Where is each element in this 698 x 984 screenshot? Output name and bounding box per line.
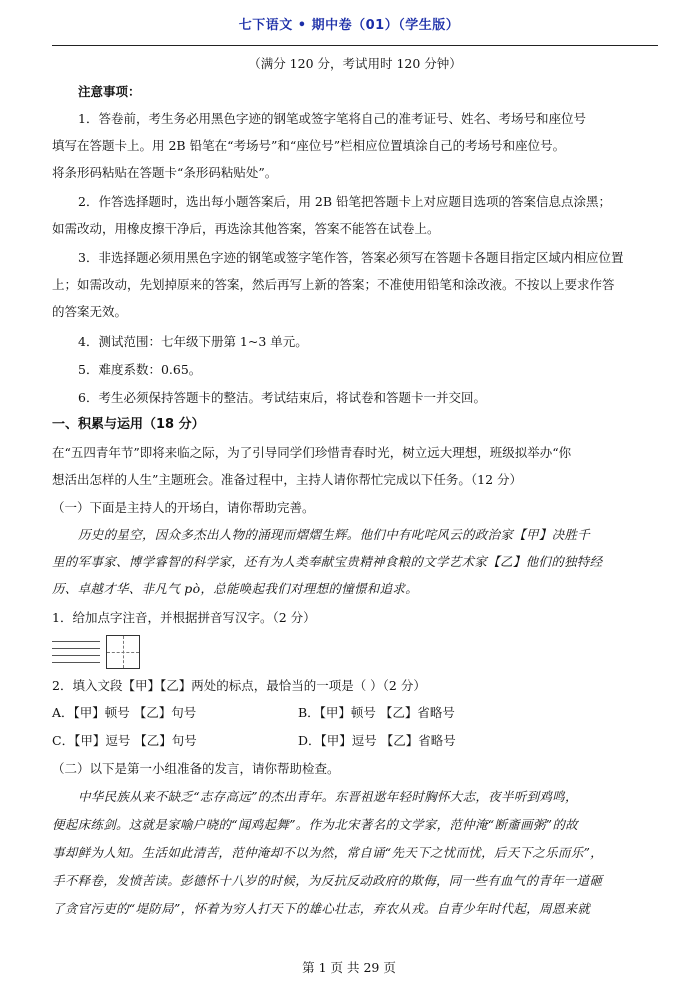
notice-line: 4．测试范围：七年级下册第 1~3 单元。 (78, 334, 308, 349)
part-heading: （一）下面是主持人的开场白，请你帮助完善。 (52, 500, 315, 515)
notice-line: 将条形码粘贴在答题卡“条形码粘贴处”。 (52, 165, 278, 180)
passage-line: 事却鲜为人知。生活如此清苦，范仲淹却不以为然，常自诵“先天下之忧而忧，后天下之乐而乐”， (52, 845, 603, 860)
notice-line: 6．考生必须保持答题卡的整洁。考试结束后，将试卷和答题卡一并交回。 (78, 390, 486, 405)
header-divider (52, 45, 658, 46)
option-a[interactable]: A．【甲】顿号 【乙】句号 (52, 705, 197, 720)
notice-heading: 注意事项： (78, 84, 141, 99)
passage-line: 中华民族从来不缺乏“志存高远”的杰出青年。东晋祖逖年轻时胸怀大志，夜半听到鸡鸣， (78, 789, 578, 804)
passage-line: 历、卓越才华、非凡气 pò，总能唤起我们对理想的憧憬和追求。 (52, 581, 419, 596)
option-c[interactable]: C．【甲】逗号 【乙】句号 (52, 733, 197, 748)
page-number: 第 1 页 共 29 页 (302, 960, 396, 975)
notice-line: 5．难度系数：0.65。 (78, 362, 202, 377)
passage-line: 里的军事家、博学睿智的科学家，还有为人类奉献宝贵精神食粮的文学艺术家【乙】他们的独特经 (52, 554, 603, 569)
passage-line: 历史的星空，因众多杰出人物的涌现而熠熠生辉。他们中有叱咤风云的政治家【甲】决胜千 (78, 527, 591, 542)
passage-line: 了贪官污吏的“堤防局”，怀着为穷人打天下的雄心壮志，弃农从戎。自青少年时代起，周恩来就 (52, 901, 591, 916)
notice-line: 2．作答选择题时，选出每小题答案后，用 2B 铅笔把答题卡上对应题目选项的答案信息点涂黑； (78, 194, 612, 209)
passage-line: 手不释卷，发愤苦读。彭德怀十八岁的时候，为反抗反动政府的欺侮，同一些有血气的青年一道砸 (52, 873, 603, 888)
part-heading: （二）以下是第一小组准备的发言，请你帮助检查。 (52, 761, 340, 776)
notice-line: 填写在答题卡上。用 2B 铅笔在“考场号”和“座位号”栏相应位置填涂自己的考场号和座位号。 (52, 138, 566, 153)
score-time-note: （满分 120 分，考试用时 120 分钟） (248, 56, 462, 71)
page-title: 七下语文 • 期中卷（01）（学生版） (238, 18, 460, 33)
section-intro: 想活出怎样的人生”主题班会。准备过程中，主持人请你帮忙完成以下任务。（12 分） (52, 472, 523, 487)
section-intro: 在“五四青年节”即将来临之际，为了引导同学们珍惜青春时光，树立远大理想，班级拟举办“你 (52, 445, 572, 460)
notice-line: 1．答卷前，考生务必用黑色字迹的钢笔或签字笔将自己的准考证号、姓名、考场号和座位号 (78, 111, 586, 126)
option-d[interactable]: D．【甲】逗号 【乙】省略号 (298, 733, 456, 748)
hanzi-writing-grid[interactable] (106, 635, 140, 669)
question-1: 1．给加点字注音，并根据拼音写汉字。（2 分） (52, 610, 316, 625)
question-2: 2．填入文段【甲】【乙】两处的标点，最恰当的一项是（ ）（2 分） (52, 678, 426, 693)
section-heading: 一、积累与运用（18 分） (52, 417, 205, 432)
pinyin-writing-lines[interactable] (52, 637, 100, 667)
notice-line: 3．非选择题必须用黑色字迹的钢笔或签字笔作答，答案必须写在答题卡各题目指定区域内相应位置 (78, 250, 624, 265)
passage-line: 便起床练剑。这就是家喻户晓的“闻鸡起舞”。作为北宋著名的文学家，范仲淹“断齑画粥”的故 (52, 817, 578, 832)
notice-line: 的答案无效。 (52, 304, 128, 319)
notice-line: 如需改动，用橡皮擦干净后，再选涂其他答案，答案不能答在试卷上。 (52, 221, 440, 236)
option-b[interactable]: B．【甲】顿号 【乙】省略号 (298, 705, 455, 720)
notice-line: 上；如需改动，先划掉原来的答案，然后再写上新的答案；不准使用铅笔和涂改液。不按以上要求作答 (52, 277, 615, 292)
